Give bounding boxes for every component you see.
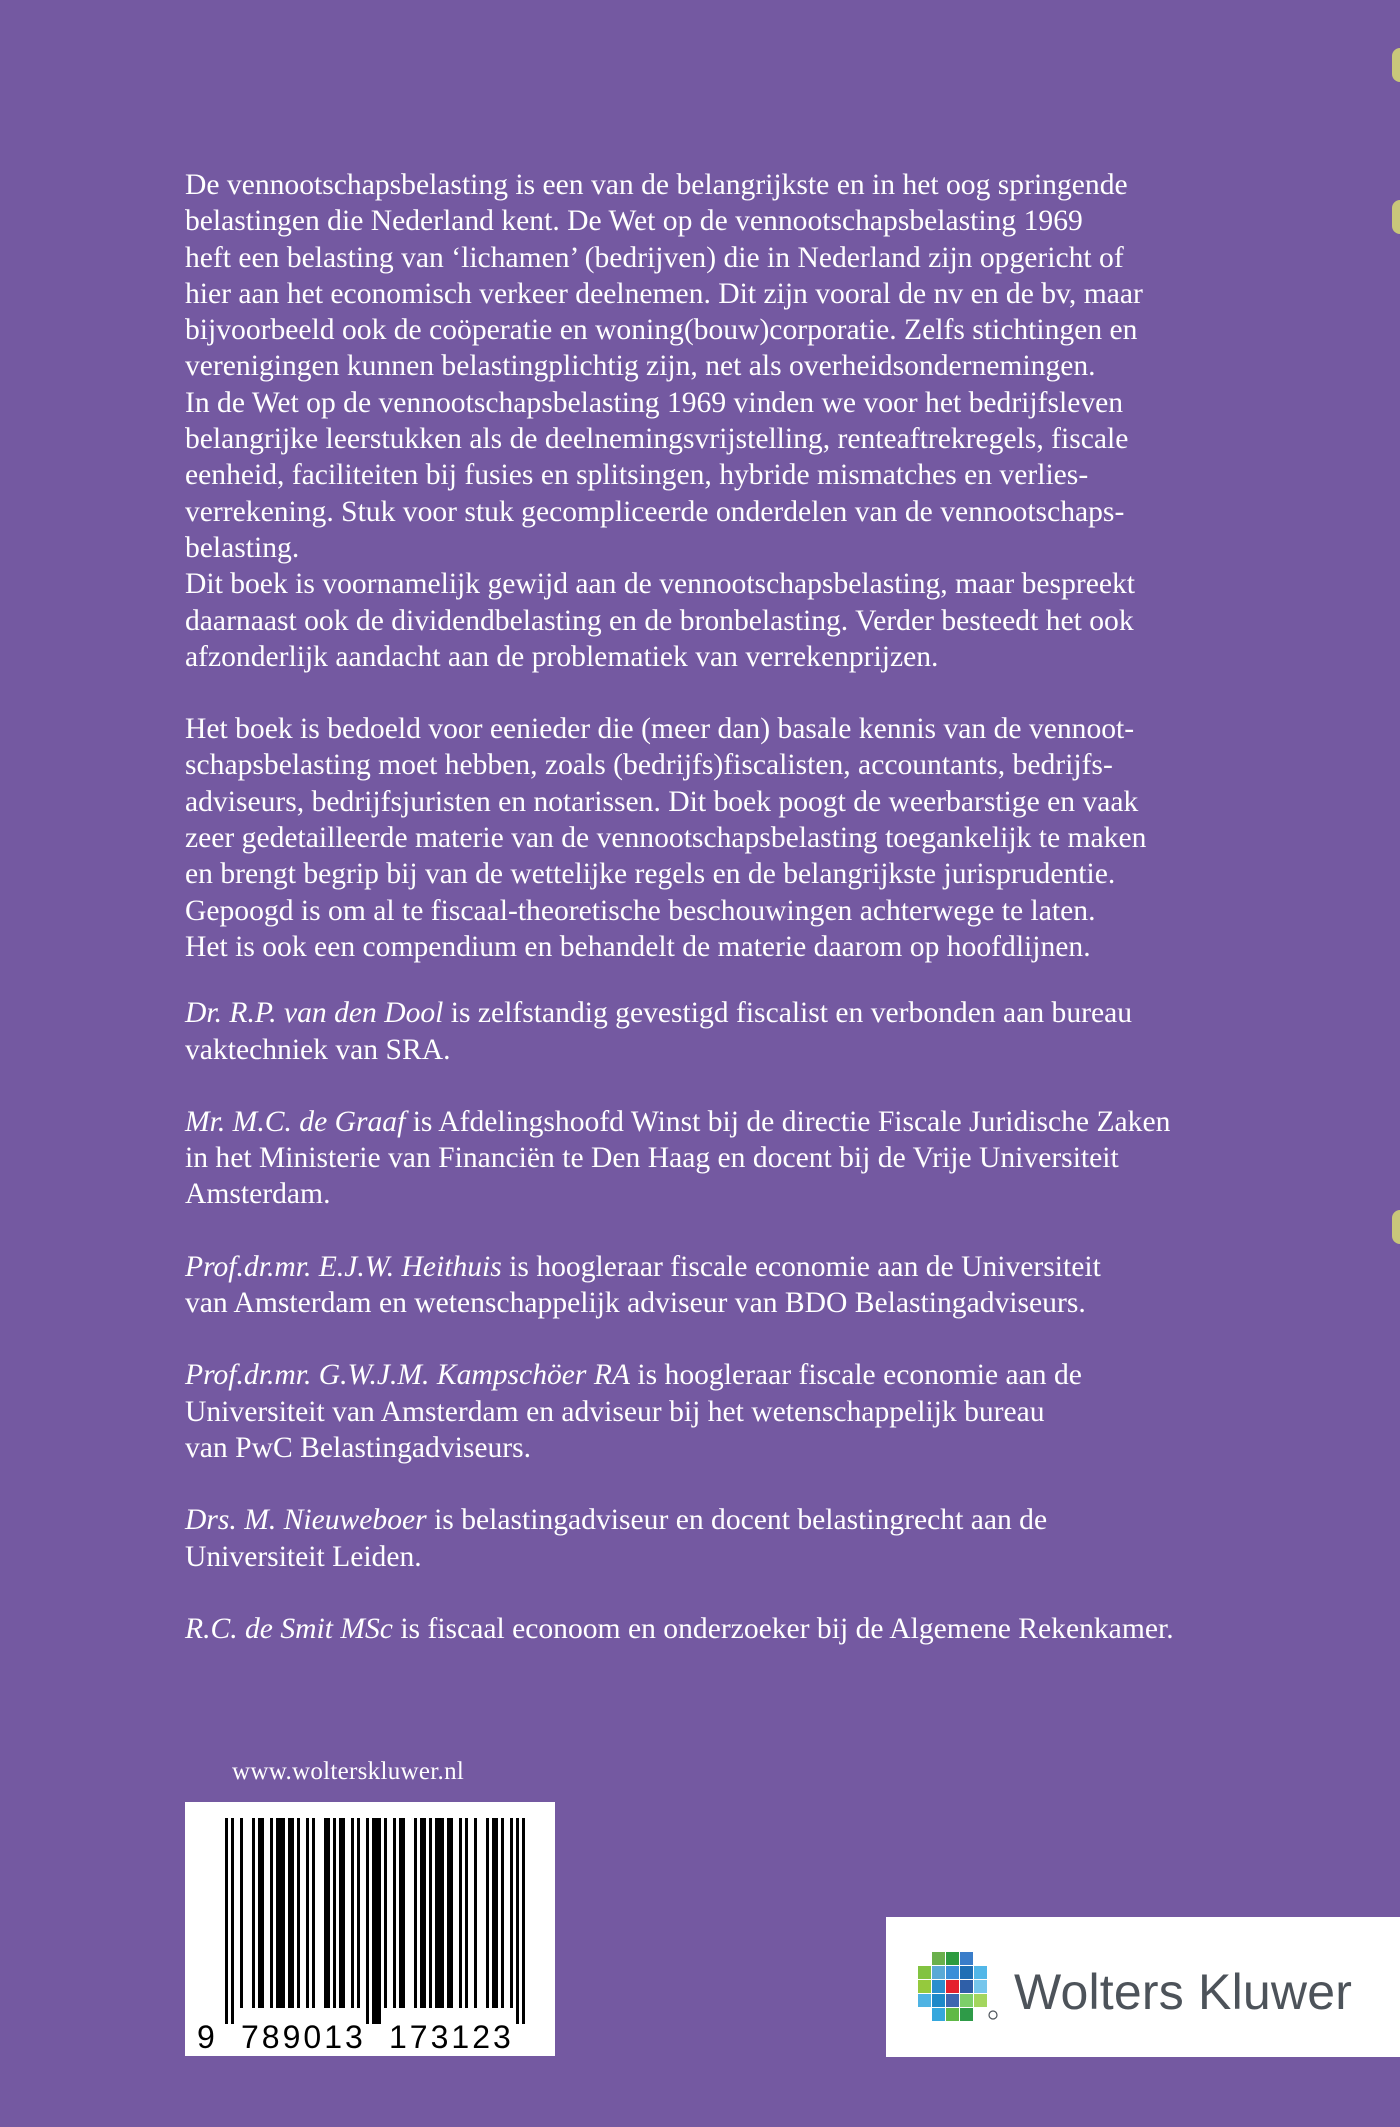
author-name: R.C. de Smit MSc	[185, 1612, 393, 1645]
text-line: heft een belasting van ‘lichamen’ (bedrijven) die in Nederland zijn opgericht of	[185, 241, 1124, 274]
text-line: zeer gedetailleerde materie van de vennootschapsbelasting toegankelijk te maken	[185, 822, 1147, 855]
barcode-bar	[240, 1818, 243, 2008]
back-cover-text	[185, 167, 1270, 1647]
text-line: verrekening. Stuk voor stuk gecompliceerde onderdelen van de vennootschaps-	[185, 495, 1125, 528]
text-line: belangrijke leerstukken als de deelnemingsvrijstelling, renteaftrekregels, fiscale	[185, 423, 1129, 456]
text-line: belastingen die Nederland kent. De Wet op de vennootschapsbelasting 1969	[185, 205, 1083, 238]
text-line: daarnaast ook de dividendbelasting en de bronbelasting. Verder besteedt het ook	[185, 604, 1134, 637]
barcode-bar	[276, 1818, 285, 2008]
author-bio-text: is zelfstandig gevestigd fiscalist en verbonden aan bureau	[443, 997, 1133, 1030]
barcode-bar	[420, 1818, 426, 2008]
author-bio-text: is fiscaal econoom en onderzoeker bij de Algemene Rekenkamer.	[392, 1612, 1174, 1645]
barcode-bar	[492, 1818, 498, 2008]
barcode-bar	[510, 1818, 513, 2008]
author-bio-line: van Amsterdam en wetenschappelijk adviseur van BDO Belastingadviseurs.	[185, 1287, 1086, 1320]
barcode-bar	[372, 1818, 381, 2024]
barcode-bar	[339, 1818, 345, 2008]
text-line: hier aan het economisch verkeer deelnemen. Dit zijn vooral de nv en de bv, maar	[185, 277, 1143, 310]
author-bio-first-line	[185, 1611, 1270, 1647]
author-bio-first-line	[185, 995, 1270, 1031]
author-bio-line: van PwC Belastingadviseurs.	[185, 1431, 532, 1464]
author-bios	[185, 995, 1270, 1647]
author-bio	[185, 1249, 1270, 1322]
text-line: Dit boek is voornamelijk gewijd aan de vennootschapsbelasting, maar bespreekt	[185, 568, 1136, 601]
barcode-digits-right: 173123	[389, 2019, 514, 2055]
author-bio-text: is hoogleraar fiscale economie aan de	[630, 1359, 1082, 1392]
author-bio-line: Universiteit van Amsterdam en adviseur bij het wetenschappelijk bureau	[185, 1395, 1045, 1428]
barcode-bar	[297, 1818, 300, 2008]
author-bio	[185, 1357, 1270, 1466]
isbn-barcode	[185, 1802, 555, 2056]
author-bio	[185, 1502, 1270, 1575]
barcode-bar	[399, 1818, 405, 2008]
text-line: eenheid, faciliteiten bij fusies en splitsingen, hybride mismatches en verlies-	[185, 459, 1089, 492]
barcode-bar	[351, 1818, 354, 2008]
author-name: Prof.dr.mr. G.W.J.M. Kampschöer RA	[185, 1359, 630, 1392]
author-bio-line: Universiteit Leiden.	[185, 1540, 422, 1573]
publisher-name: Wolters Kluwer	[1014, 1964, 1353, 2020]
text-line: Het is ook een compendium en behandelt de materie daarom op hoofdlijnen.	[185, 930, 1091, 963]
barcode-bar	[486, 1818, 489, 2008]
text-line: en brengt begrip bij van de wettelijke regels en de belangrijkste jurisprudentie.	[185, 858, 1116, 891]
barcode-bar	[324, 1818, 330, 2008]
barcode-bar	[270, 1818, 273, 2008]
wolters-kluwer-logo-icon	[918, 1952, 998, 2026]
barcode-bar	[306, 1818, 309, 2008]
author-bio-line: vaktechniek van SRA.	[185, 1033, 451, 1066]
author-bio-first-line	[185, 1502, 1270, 1538]
description-paragraph-2	[185, 711, 1270, 965]
barcode-bar	[288, 1818, 294, 2008]
author-bio-text: is Afdelingshoofd Winst bij de directie Fiscale Juridische Zaken	[405, 1105, 1171, 1138]
text-line: afzonderlijk aandacht aan de problematiek van verrekenprijzen.	[185, 640, 939, 673]
barcode-bar	[384, 1818, 387, 2008]
barcode-digit-lead: 9	[197, 2019, 215, 2055]
edge-mark-lower	[1392, 1210, 1400, 1244]
barcode-bar	[459, 1818, 462, 2008]
author-bio-first-line	[185, 1249, 1270, 1285]
author-name: Prof.dr.mr. E.J.W. Heithuis	[185, 1250, 502, 1283]
barcode-bar	[522, 1818, 525, 2024]
barcode-bar	[501, 1818, 504, 2008]
text-line: In de Wet op de vennootschapsbelasting 1969 vinden we voor het bedrijfsleven	[185, 386, 1124, 419]
text-line: schapsbelasting moet hebben, zoals (bedrijfs)fiscalisten, accountants, bedrijfs-	[185, 749, 1113, 782]
author-bio	[185, 995, 1270, 1068]
barcode-bar	[447, 1818, 453, 2008]
author-bio	[185, 1104, 1270, 1213]
barcode-bar	[258, 1818, 264, 2008]
text-line: Gepoogd is om al te fiscaal-theoretische beschouwingen achterwege te laten.	[185, 894, 1096, 927]
barcode-bar	[252, 1818, 255, 2008]
author-name: Drs. M. Nieuweboer	[185, 1504, 427, 1537]
author-bio-text: is hoogleraar fiscale economie aan de Universiteit	[501, 1250, 1101, 1283]
author-name: Mr. M.C. de Graaf	[185, 1105, 406, 1138]
author-bio-first-line	[185, 1104, 1270, 1140]
barcode-digits-left: 789013	[241, 2019, 366, 2055]
barcode-graphic	[185, 1802, 555, 2056]
barcode-bar	[312, 1818, 315, 2008]
text-line: De vennootschapsbelasting is een van de belangrijkste en in het oog springende	[185, 169, 1128, 201]
barcode-bar	[333, 1818, 336, 2008]
author-name: Dr. R.P. van den Dool	[185, 997, 444, 1030]
text-line: belasting.	[185, 531, 300, 564]
barcode-bar	[465, 1818, 468, 2008]
barcode-bar	[414, 1818, 417, 2008]
barcode-bar	[516, 1818, 519, 2024]
text-line: bijvoorbeeld ook de coöperatie en woning(bouw)corporatie. Zelfs stichtingen en	[185, 314, 1138, 347]
barcode-bar	[435, 1818, 444, 2008]
barcode-bar	[231, 1818, 234, 2024]
text-line: adviseurs, bedrijfsjuristen en notarissen. Dit boek poogt de weerbarstige en vaak	[185, 785, 1139, 818]
publisher-website: www.wolterskluwer.nl	[232, 1758, 465, 1785]
text-line: Het boek is bedoeld voor eenieder die (meer dan) basale kennis van de vennoot-	[185, 713, 1135, 746]
author-bio-line: Amsterdam.	[185, 1178, 331, 1211]
barcode-bar	[474, 1818, 477, 2008]
barcode-bar	[225, 1818, 228, 2024]
edge-mark-top	[1392, 48, 1400, 82]
author-bio-line: in het Ministerie van Financiën te Den Haag en docent bij de Vrije Universiteit	[185, 1142, 1119, 1175]
author-bio	[185, 1611, 1270, 1647]
barcode-bar	[393, 1818, 396, 2008]
text-line: verenigingen kunnen belastingplichtig zijn, net als overheidsondernemingen.	[185, 350, 1096, 383]
publisher-logo	[886, 1917, 1400, 2057]
barcode-bar	[429, 1818, 432, 2008]
barcode-bar	[357, 1818, 360, 2008]
edge-mark-middle	[1392, 200, 1400, 234]
author-bio-text: is belastingadviseur en docent belastingrecht aan de	[426, 1504, 1048, 1537]
barcode-bar	[366, 1818, 369, 2024]
author-bio-first-line	[185, 1357, 1270, 1393]
description-paragraph-1	[185, 167, 1270, 675]
